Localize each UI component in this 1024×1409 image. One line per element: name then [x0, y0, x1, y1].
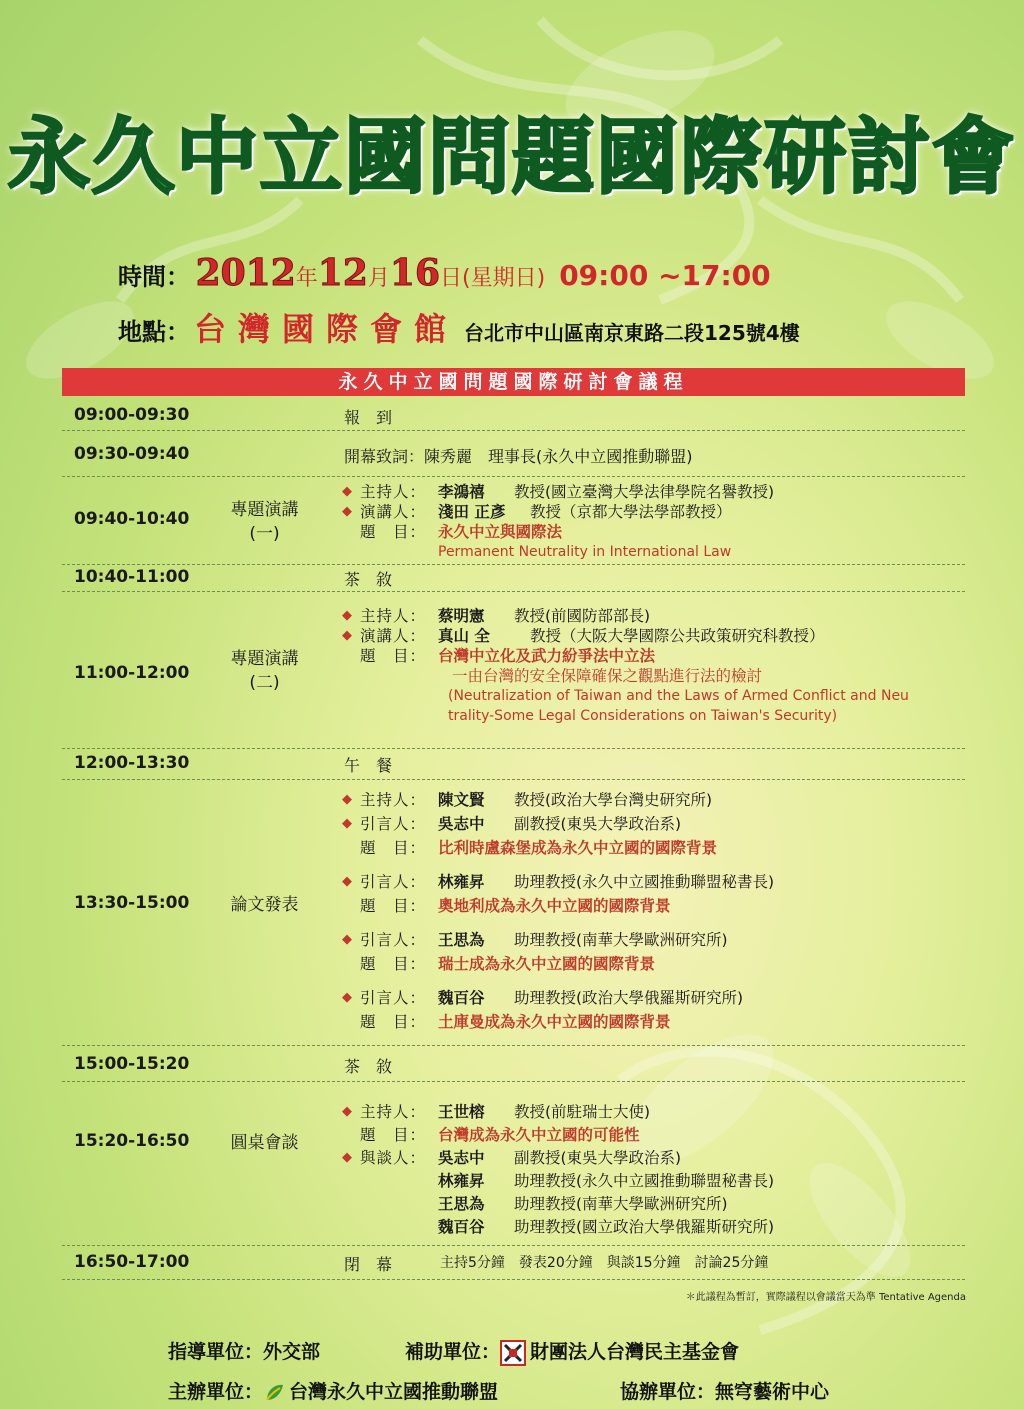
- agenda-row: [62, 1245, 965, 1280]
- topic-title: 比利時盧森堡成為永久中立國的國際背景: [438, 839, 718, 857]
- date-month-suffix: 月: [367, 266, 390, 291]
- guide-label: 指導單位：: [168, 1341, 264, 1363]
- row-activity-detail: 主持5分鐘 發表20分鐘 與談15分鐘 討論25分鐘: [440, 1255, 769, 1271]
- person-title: 助理教授(南華大學歐洲研究所): [514, 931, 728, 949]
- topic-subtitle: trality-Some Legal Considerations on Taiwan's Security): [448, 708, 838, 724]
- guide-value: 外交部: [263, 1341, 321, 1363]
- topic-title: 台灣成為永久中立國的可能性: [438, 1126, 640, 1144]
- agenda-row: [62, 591, 965, 749]
- person-name: 真山 全: [438, 627, 490, 645]
- row-time: 15:20-16:50: [74, 1131, 190, 1151]
- role-label: 與談人：: [360, 1149, 427, 1167]
- person-title: 助理教授(永久中立國推動聯盟秘書長): [514, 1172, 775, 1190]
- role-label: 題 目：: [360, 1126, 427, 1144]
- person-title: 副教授(東吳大學政治系): [514, 815, 682, 833]
- diamond-bullet-icon: ◆: [342, 628, 352, 643]
- person-title: 教授(國立臺灣大學法律學院名譽教授): [514, 483, 775, 501]
- venue-address: 台北市中山區南京東路二段125號4樓: [464, 321, 800, 345]
- agenda-row: [62, 748, 965, 780]
- support-label: 補助單位：: [405, 1341, 501, 1363]
- role-label: 題 目：: [360, 897, 427, 915]
- person-title: 助理教授(永久中立國推動聯盟秘書長): [514, 873, 775, 891]
- diamond-bullet-icon: ◆: [342, 1150, 352, 1165]
- role-label: 引言人：: [360, 989, 427, 1007]
- agenda-row: [62, 564, 965, 592]
- row-activity: 茶 敘: [344, 570, 393, 589]
- row-time: 13:30-15:00: [74, 893, 190, 913]
- topic-title: 台灣中立化及武力紛爭法中立法: [438, 647, 656, 665]
- host-value: 台灣永久中立國推動聯盟: [289, 1381, 499, 1403]
- agenda-note: ＊此議程為暫訂，實際議程以會議當天為準 Tentative Agenda: [685, 1292, 966, 1303]
- person-name: 王思為: [438, 931, 485, 949]
- topic-subtitle: Permanent Neutrality in International Law: [438, 544, 732, 560]
- topic-title: 瑞士成為永久中立國的國際背景: [438, 955, 656, 973]
- diamond-bullet-icon: ◆: [342, 874, 352, 889]
- row-time: 15:00-15:20: [74, 1054, 190, 1074]
- person-title: 助理教授(政治大學俄羅斯研究所): [514, 989, 744, 1007]
- person-name: 林雍昇: [438, 1172, 485, 1190]
- date-month: 12: [317, 252, 368, 294]
- role-label: 引言人：: [360, 873, 427, 891]
- co-organizer-unit: [620, 1377, 829, 1404]
- person-name: 吳志中: [438, 815, 485, 833]
- person-name: 李鴻禧: [438, 483, 485, 501]
- role-label: 題 目：: [360, 955, 427, 973]
- person-name: 淺田 正彥: [438, 503, 506, 521]
- agenda-row: [62, 1045, 965, 1082]
- agenda-row: [62, 779, 965, 1046]
- person-name: 吳志中: [438, 1149, 485, 1167]
- role-label: 主持人：: [360, 483, 427, 501]
- person-name: 陳文賢: [438, 791, 485, 809]
- diamond-bullet-icon: ◆: [342, 1104, 352, 1119]
- diamond-bullet-icon: ◆: [342, 816, 352, 831]
- row-time: 16:50-17:00: [74, 1252, 190, 1272]
- row-time: 10:40-11:00: [74, 567, 190, 587]
- person-name: 魏百谷: [438, 1218, 485, 1236]
- row-time: 11:00-12:00: [74, 663, 190, 683]
- role-label: 題 目：: [360, 839, 427, 857]
- row-category: 專題演講 (二): [230, 649, 299, 693]
- topic-title: 奧地利成為永久中立國的國際背景: [438, 897, 671, 915]
- co-organizer-value: 無穹藝術中心: [715, 1381, 830, 1403]
- topic-subtitle: (Neutralization of Taiwan and the Laws of Armed Conflict and Neu: [448, 688, 909, 704]
- support-value: 財團法人台灣民主基金會: [530, 1341, 740, 1363]
- row-time: 09:40-10:40: [74, 509, 190, 529]
- role-label: 主持人：: [360, 1103, 427, 1121]
- person-title: 助理教授(國立政治大學俄羅斯研究所): [514, 1218, 775, 1236]
- row-category: 專題演講 (一): [230, 500, 299, 544]
- person-name: 蔡明憲: [438, 607, 485, 625]
- row-activity: 開幕致詞：陳秀麗 理事長(永久中立國推動聯盟): [344, 447, 693, 466]
- time-range: 09:00 ~17:00: [559, 259, 771, 292]
- diamond-bullet-icon: ◆: [342, 608, 352, 623]
- guide-unit: [168, 1337, 320, 1364]
- diamond-bullet-icon: ◆: [342, 484, 352, 499]
- date-year: 2012: [195, 252, 296, 294]
- person-name: 王世榕: [438, 1103, 485, 1121]
- agenda-title-bar: 永久中立國問題國際研討會議程: [62, 368, 965, 396]
- row-time: 12:00-13:30: [74, 753, 190, 773]
- row-time: 09:30-09:40: [74, 444, 190, 464]
- support-unit: [405, 1337, 739, 1366]
- row-activity: 茶 敘: [344, 1057, 393, 1076]
- foundation-logo-icon: [500, 1340, 526, 1366]
- topic-subtitle: 一由台灣的安全保障確保之觀點進行法的檢討: [452, 667, 763, 685]
- agenda-row: [62, 1081, 965, 1246]
- page-title: 永久中立國問題國際研討會: [7, 110, 1016, 205]
- role-label: 題 目：: [360, 647, 427, 665]
- role-label: 演講人：: [360, 627, 427, 645]
- co-organizer-label: 協辦單位：: [620, 1381, 716, 1403]
- diamond-bullet-icon: ◆: [342, 792, 352, 807]
- person-name: 林雍昇: [438, 873, 485, 891]
- time-label: 時間：: [118, 263, 190, 291]
- row-category: 論文發表: [230, 895, 299, 915]
- date-year-suffix: 年: [295, 266, 318, 291]
- person-title: 助理教授(南華大學歐洲研究所): [514, 1195, 728, 1213]
- role-label: 引言人：: [360, 931, 427, 949]
- person-name: 魏百谷: [438, 989, 485, 1007]
- person-title: 教授(前駐瑞士大使): [514, 1103, 651, 1121]
- event-time-line: [118, 252, 771, 294]
- agenda-row: [62, 430, 965, 477]
- row-category: 圓桌會談: [230, 1133, 299, 1153]
- role-label: 主持人：: [360, 607, 427, 625]
- alliance-leaf-logo-icon: [263, 1382, 285, 1404]
- agenda-row: [62, 400, 965, 431]
- person-title: 教授（京都大學法學部教授）: [530, 503, 732, 521]
- person-title: 教授（大阪大學國際公共政策研究科教授）: [530, 627, 825, 645]
- event-place-line: [118, 304, 800, 350]
- date-day: 16: [389, 252, 441, 294]
- role-label: 主持人：: [360, 791, 427, 809]
- venue-name: 台灣國際會館: [194, 310, 459, 348]
- topic-title: 土庫曼成為永久中立國的國際背景: [438, 1013, 671, 1031]
- role-label: 題 目：: [360, 523, 427, 541]
- date-day-suffix: 日(星期日): [440, 266, 546, 291]
- person-title: 副教授(東吳大學政治系): [514, 1149, 682, 1167]
- person-title: 教授(政治大學台灣史研究所): [514, 791, 713, 809]
- row-time: 09:00-09:30: [74, 405, 190, 425]
- role-label: 題 目：: [360, 1013, 427, 1031]
- diamond-bullet-icon: ◆: [342, 504, 352, 519]
- role-label: 引言人：: [360, 815, 427, 833]
- row-activity: 午 餐: [344, 756, 393, 775]
- person-name: 王思為: [438, 1195, 485, 1213]
- host-label: 主辦單位：: [168, 1381, 264, 1403]
- role-label: 演講人：: [360, 503, 427, 521]
- diamond-bullet-icon: ◆: [342, 990, 352, 1005]
- place-label: 地點：: [118, 318, 190, 346]
- person-title: 教授(前國防部部長): [514, 607, 651, 625]
- agenda-row: [62, 476, 965, 565]
- row-activity: 報 到: [344, 408, 393, 427]
- topic-title: 永久中立與國際法: [438, 523, 563, 541]
- host-unit: [168, 1377, 498, 1404]
- row-activity: 閉 幕: [344, 1255, 393, 1274]
- diamond-bullet-icon: ◆: [342, 932, 352, 947]
